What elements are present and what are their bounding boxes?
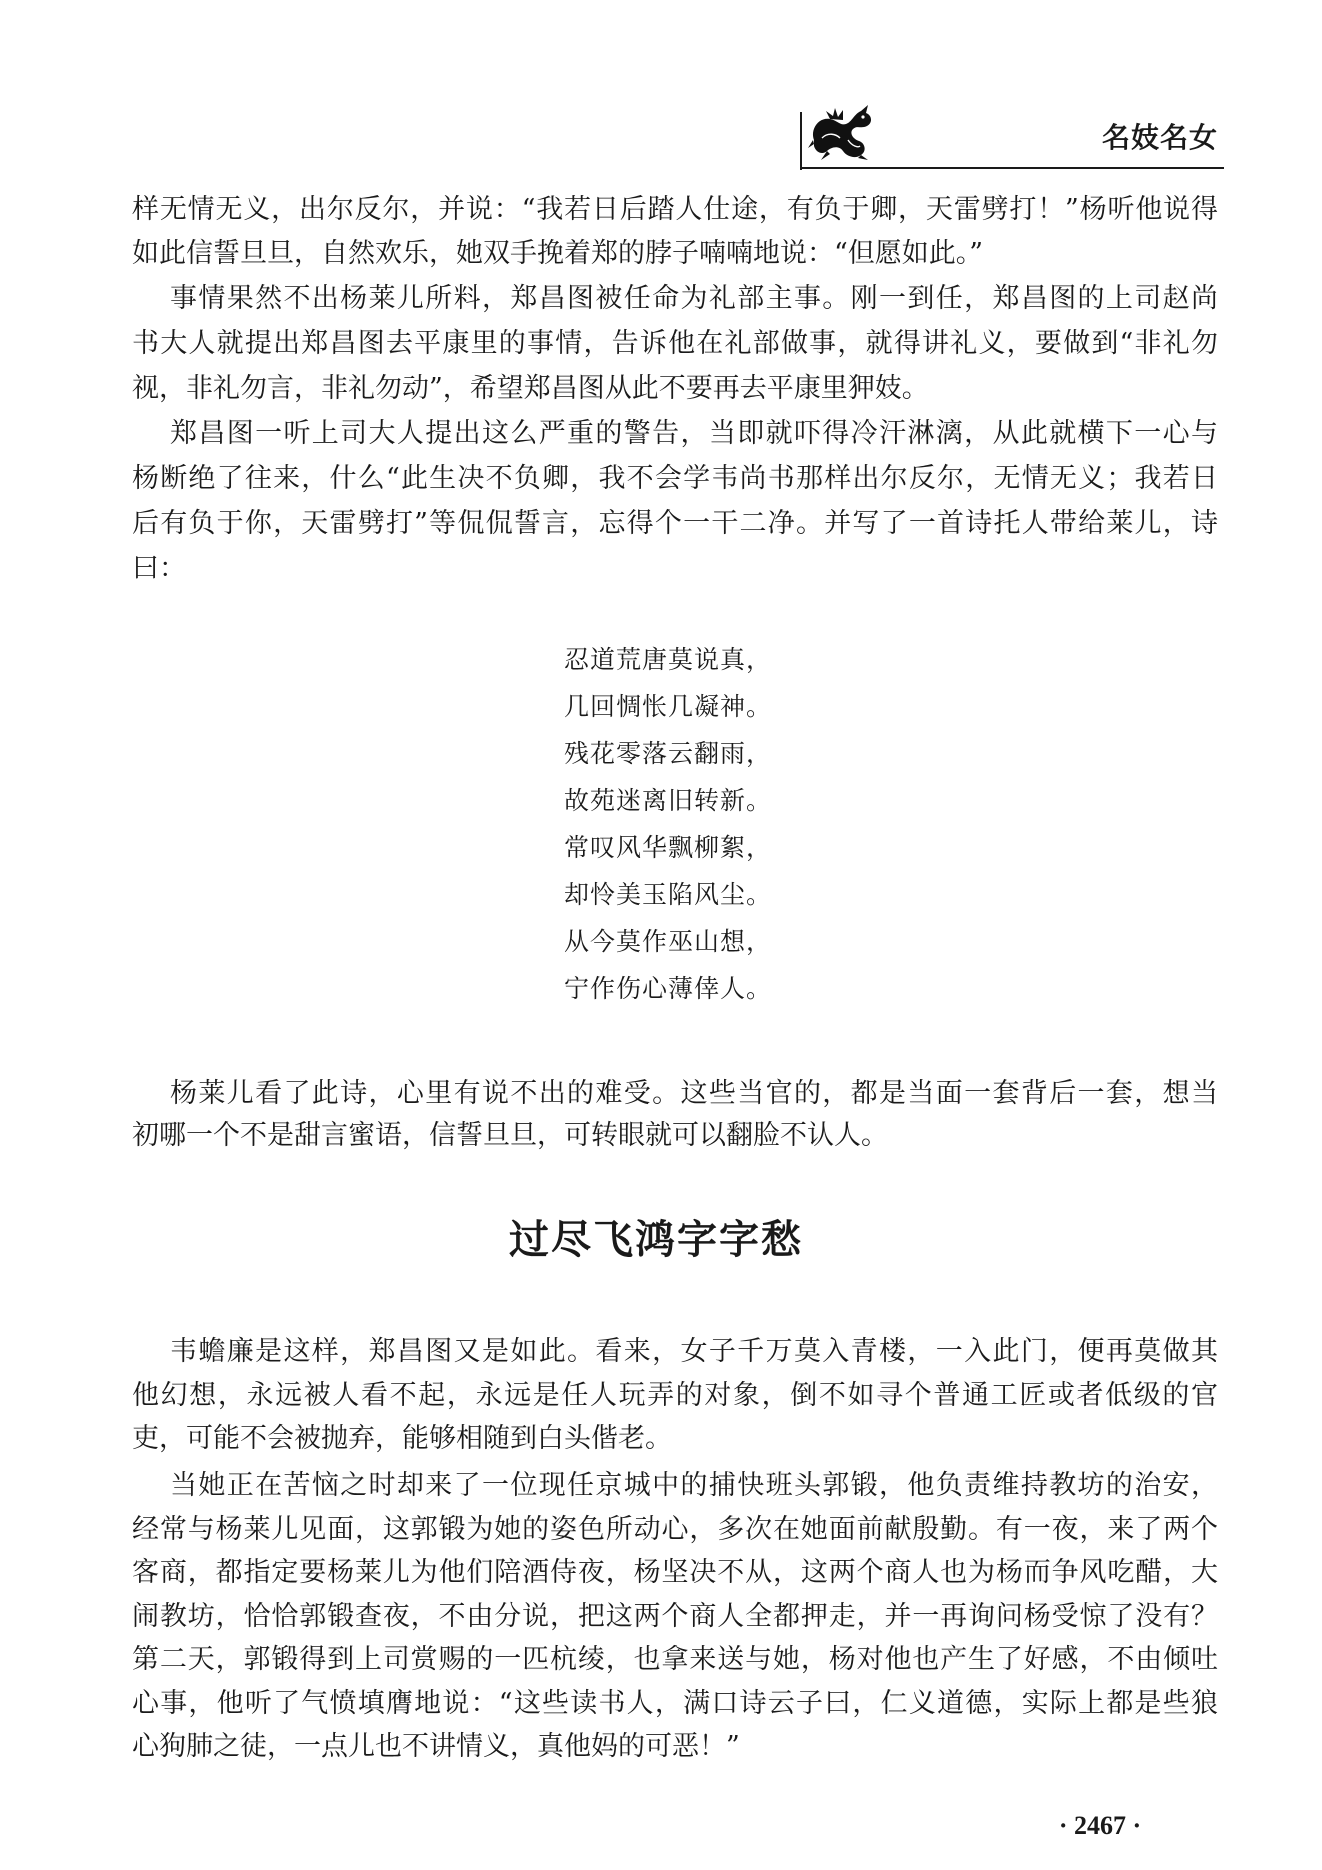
- text-line: 经常与杨莱儿见面，这郭锻为她的姿色所动心，多次在她面前献殷勤。有一夜，来了两个: [132, 1514, 1218, 1545]
- poem-line: 从今莫作巫山想，: [564, 927, 773, 956]
- poem-line: 几回惆怅几凝神。: [564, 692, 773, 721]
- text-line: 曰：: [132, 553, 186, 584]
- text-line: 第二天，郭锻得到上司赏赐的一匹杭绫，也拿来送与她，杨对他也产生了好感，不由倾吐: [132, 1644, 1218, 1675]
- dragon-icon: [808, 100, 874, 162]
- page-number: · 2467 ·: [1058, 1811, 1142, 1840]
- text-line: 杨莱儿看了此诗，心里有说不出的难受。这些当官的，都是当面一套背后一套，想当: [170, 1078, 1218, 1109]
- text-line: 如此信誓旦旦，自然欢乐，她双手挽着郑的脖子喃喃地说：“但愿如此。”: [132, 238, 984, 269]
- text-line: 吏，可能不会被抛弃，能够相随到白头偕老。: [132, 1423, 672, 1454]
- poem-line: 忍道荒唐莫说真，: [564, 645, 773, 674]
- running-head-rule: [800, 167, 1224, 169]
- poem-line: 宁作伤心薄倖人。: [564, 974, 773, 1003]
- text-line: 样无情无义，出尔反尔，并说：“我若日后踏人仕途，有负于卿，天雷劈打！”杨听他说得: [132, 194, 1218, 225]
- text-line: 视，非礼勿言，非礼勿动”，希望郑昌图从此不要再去平康里狎妓。: [132, 373, 929, 404]
- text-line: 事情果然不出杨莱儿所料，郑昌图被任命为礼部主事。刚一到任，郑昌图的上司赵尚: [170, 283, 1218, 314]
- poem-line: 却怜美玉陷风尘。: [564, 880, 773, 909]
- text-line: 心狗肺之徒，一点儿也不讲情义，真他妈的可恶！”: [132, 1731, 740, 1762]
- text-line: 郑昌图一听上司大人提出这么严重的警告，当即就吓得冷汗淋漓，从此就横下一心与: [170, 418, 1218, 449]
- poem-line: 常叹风华飘柳絮，: [564, 833, 773, 862]
- text-line: 书大人就提出郑昌图去平康里的事情，告诉他在礼部做事，就得讲礼义，要做到“非礼勿: [132, 328, 1218, 359]
- text-line: 杨断绝了往来，什么“此生决不负卿，我不会学韦尚书那样出尔反尔，无情无义；我若日: [132, 463, 1218, 494]
- text-line: 当她正在苦恼之时却来了一位现任京城中的捕快班头郭锻，他负责维持教坊的治安，: [170, 1470, 1218, 1501]
- poem-line: 故苑迷离旧转新。: [564, 786, 773, 815]
- running-head-rule-vertical: [800, 112, 802, 170]
- running-head-title: 名妓名女: [1101, 121, 1218, 154]
- text-line: 心事，他听了气愤填膺地说：“这些读书人，满口诗云子曰，仁义道德，实际上都是些狼: [132, 1688, 1218, 1719]
- text-line: 后有负于你，天雷劈打”等侃侃誓言，忘得个一干二净。并写了一首诗托人带给莱儿，诗: [132, 508, 1218, 539]
- poem-line: 残花零落云翻雨，: [564, 739, 773, 768]
- text-line: 韦蟾廉是这样，郑昌图又是如此。看来，女子千万莫入青楼，一入此门，便再莫做其: [170, 1336, 1218, 1367]
- text-line: 客商，都指定要杨莱儿为他们陪酒侍夜，杨坚决不从，这两个商人也为杨而争风吃醋，大: [132, 1557, 1218, 1588]
- text-line: 闹教坊，恰恰郭锻查夜，不由分说，把这两个商人全都押走，并一再询问杨受惊了没有？: [132, 1601, 1218, 1632]
- text-line: 初哪一个不是甜言蜜语，信誓旦旦，可转眼就可以翻脸不认人。: [132, 1120, 888, 1151]
- text-line: 他幻想，永远被人看不起，永远是任人玩弄的对象，倒不如寻个普通工匠或者低级的官: [132, 1380, 1218, 1411]
- section-heading: 过尽飞鸿字字愁: [509, 1217, 803, 1263]
